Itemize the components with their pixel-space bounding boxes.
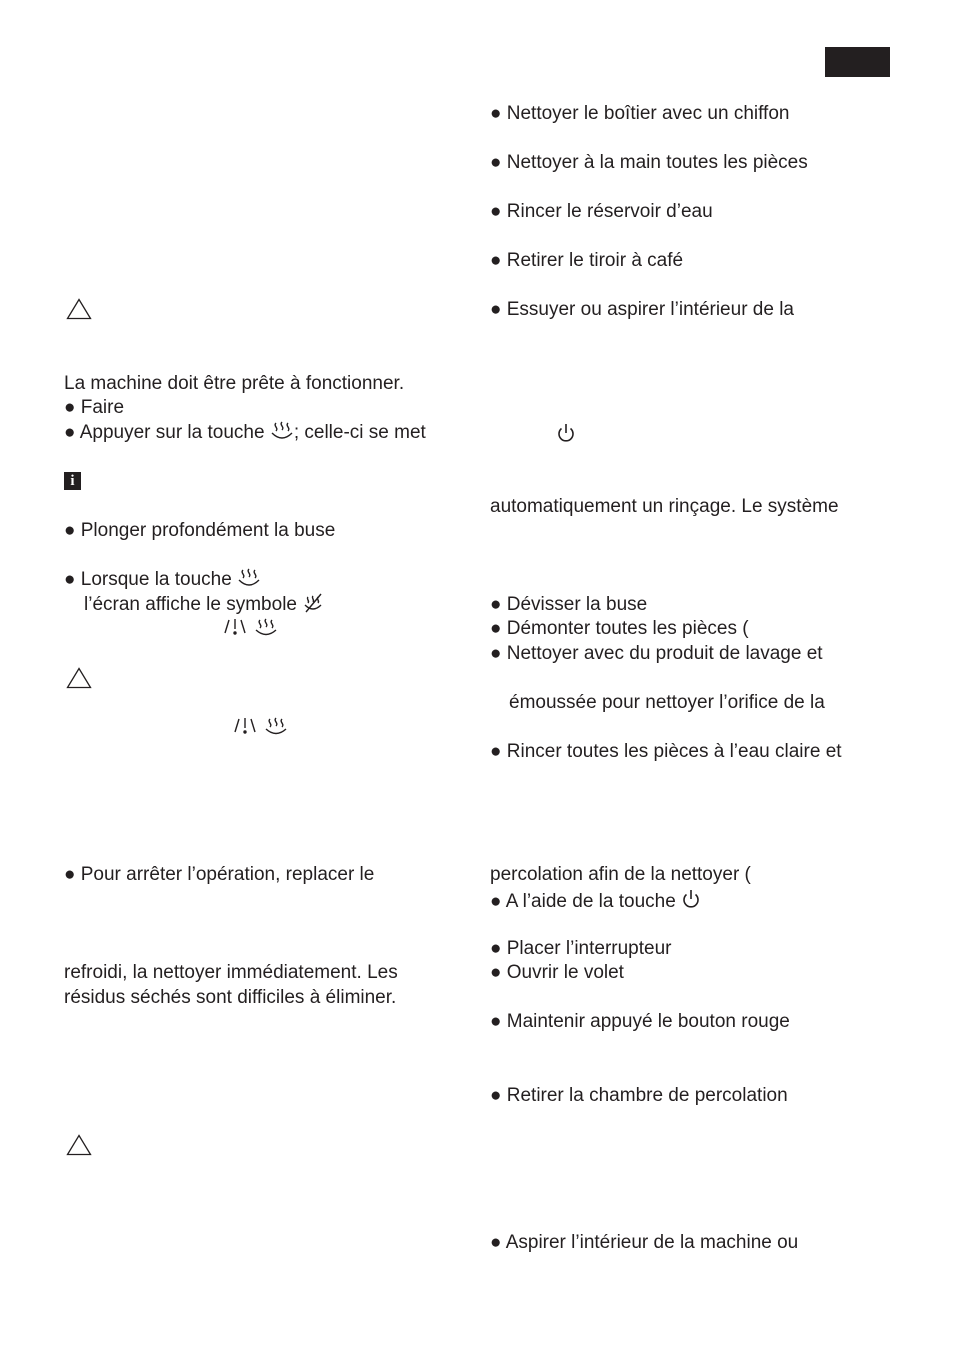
warning-triangle-icon [66,1134,92,1156]
step-plonger: ● Plonger profondément la buse [64,520,336,541]
automatiquement-text: automatiquement un rinçage. Le système [490,496,839,517]
item-essuyer: ● Essuyer ou aspirer l’intérieur de la [490,299,794,320]
item-ouvrir: ● Ouvrir le volet [490,962,624,983]
step-arreter: ● Pour arrêter l’opération, replacer le [64,864,375,885]
precondition-text: La machine doit être prête à fonctionner. [64,373,405,394]
step-faire: ● Faire [64,397,125,418]
warning-triangle-icon [66,298,92,320]
steam-warning-icon [232,716,288,738]
emoussee-text: émoussée pour nettoyer l’orifice de la [509,692,825,713]
item-aide [490,888,701,914]
item-main: ● Nettoyer à la main toutes les pièces [490,152,808,173]
item-produit: ● Nettoyer avec du produit de lavage et [490,643,823,664]
steam-icon [270,421,294,441]
step-lorsque-text: ● Lorsque la touche [64,569,238,590]
item-aide-text: ● A l’aide de la touche [490,891,682,912]
steam-icon [237,568,261,588]
percolation-text: percolation afin de la nettoyer ( [490,864,751,885]
power-icon [556,422,576,444]
page-tab-marker [825,47,890,77]
item-retirer-chambre: ● Retirer la chambre de percolation [490,1085,788,1106]
step-appuyer-text-a: ● Appuyer sur la touche [64,422,270,443]
ecran-affiche [84,593,324,617]
info-icon: i [64,472,81,490]
item-tiroir: ● Retirer le tiroir à café [490,250,684,271]
item-demonter: ● Démonter toutes les pièces ( [490,618,749,639]
refroidi-text: refroidi, la nettoyer immédiatement. Les [64,962,398,983]
item-placer: ● Placer l’interrupteur [490,938,672,959]
residus-text: résidus séchés sont difficiles à éliminer. [64,987,397,1008]
step-lorsque [64,568,261,592]
power-icon [681,888,701,910]
item-aspirer: ● Aspirer l’intérieur de la machine ou [490,1232,799,1253]
item-rincer-reservoir: ● Rincer le réservoir d’eau [490,201,713,222]
no-steam-icon [302,593,324,613]
step-appuyer-text-b: ; celle-ci se met [293,422,426,443]
steam-warning-icon [222,617,278,639]
item-maintenir: ● Maintenir appuyé le bouton rouge [490,1011,790,1032]
item-devisser: ● Dévisser la buse [490,594,648,615]
item-boitier: ● Nettoyer le boîtier avec un chiffon [490,103,790,124]
ecran-affiche-text: l’écran affiche le symbole [84,594,303,615]
warning-triangle-icon [66,667,92,689]
item-rincer-pieces: ● Rincer toutes les pièces à l’eau claire et [490,741,842,762]
step-appuyer [64,421,426,445]
